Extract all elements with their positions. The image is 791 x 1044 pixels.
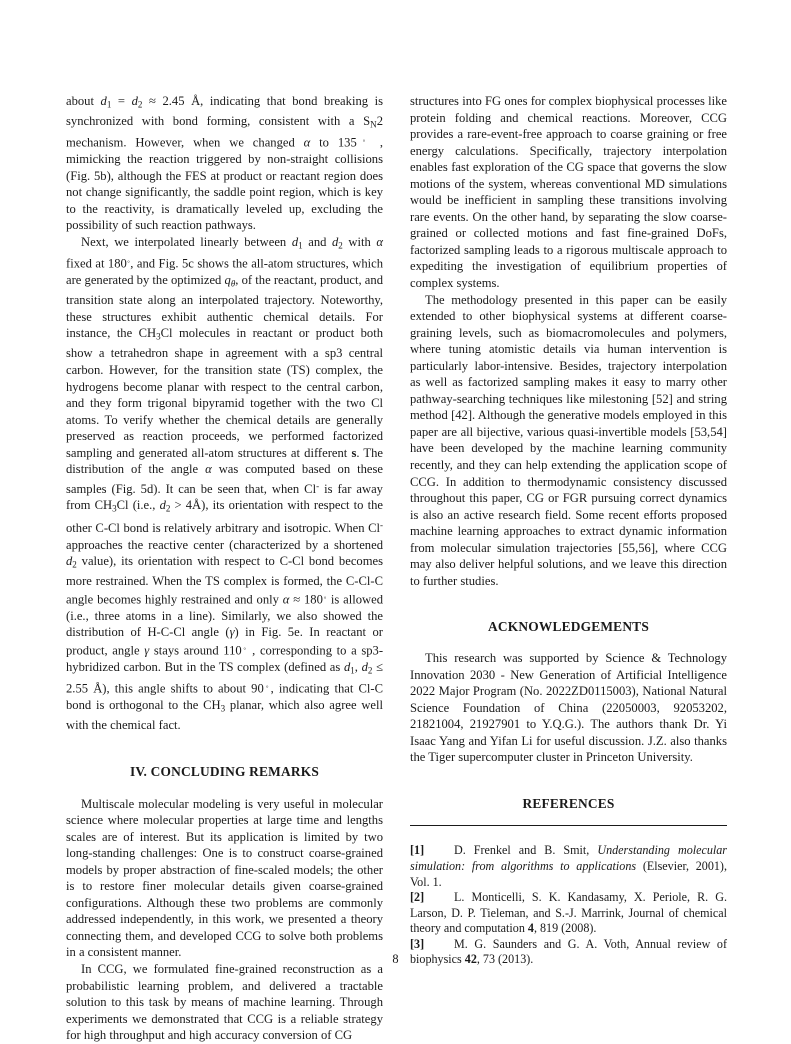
paragraph-fg-structures: structures into FG ones for complex biophysical processes like protein folding and chemical reactions. Moreover, CCG provides a rare-event-free approach to coarse graining or free energy calculations. Specifically, trajectory interpolation enables fast exploration of the CG space that governs the slow motions of the system, whereas conventional MD simulations would be inefficient in sampling these transitions involving rare events. On the other hand, by separating the slow coarse-grained or collected motions and fast fine-grained DoFs, factorized sampling leads to a rigorous multiscale approach to expediting the investigation of equilibrium properties of complex systems.	[410, 94, 727, 291]
section-heading-acknowledgements: ACKNOWLEDGEMENTS	[488, 619, 649, 635]
reference-suffix: , 819 (2008).	[533, 921, 597, 936]
reference-number: [2]	[410, 890, 425, 905]
reference-volume: 4	[527, 921, 534, 936]
spacer-before-section-heading	[66, 734, 383, 764]
spacer-after-acknowledgements	[410, 636, 727, 650]
page-number: 8	[392, 952, 399, 966]
reference-authors: D. Frenkel and B. Smit,	[454, 843, 598, 858]
reference-volume: 42	[464, 952, 477, 967]
reference-suffix: (Elsevier, 2001), Vol. 1.	[410, 858, 727, 889]
paragraph-ccg: In CCG, we formulated fine-grained reconstruction as a probabilistic learning problem, and delivered a tractable solution to this task by means of machine learning. Through experiments we demonstrated that CCG is a reliable strategy for high throughput and high accuracy conversion of CG	[66, 961, 383, 1043]
reference-item	[410, 890, 727, 937]
reference-authors: L. Monticelli, S. K. Kandasamy, X. Periole, R. G. Larson, D. P. Tieleman, and S.-J. Marrink, Journal of chemical theory and computation	[410, 890, 727, 936]
reference-item	[410, 843, 727, 890]
reference-authors: M. G. Saunders and G. A. Voth, Annual review of biophysics	[410, 936, 727, 967]
spacer-after-divider	[410, 826, 727, 843]
reference-number: [3]	[410, 936, 425, 951]
paragraph-alpha135: about $d_1 = d_2 \approx 2.45$ Å, indicating that bond breaking is synchronized with bond forming, consistent with a $S_N2$ mechanism. However, when we changed α to 135◦ , mimicking the reaction triggered by non-straight collisions (Fig. 5b), although the FES at product or reactant region does not change significantly, the saddle point region, which is key to the reactivity, is dramatically leveled up, excluding the possibility of such reaction pathways.	[66, 94, 384, 233]
spacer-after-section-heading	[66, 781, 383, 796]
paragraph-multiscale: Multiscale molecular modeling is very useful in molecular science where molecular properties at large time and lengths scales are of interest. But its application is limited by two long-standing challenges: One is to construct coarse-grained models by proper abstraction of fine-scaled models; the other is to restore finer molecular details given coarse-grained configurations. Although these two problems are commonly addressed independently, in this work, we presented a theory connecting them, and developed CCG to solve both problems in a consistent manner.	[66, 796, 383, 960]
spacer-before-acknowledgements	[410, 589, 727, 619]
spacer-before-references	[410, 766, 727, 796]
right-column	[410, 93, 728, 967]
two-column-body	[66, 93, 728, 1043]
paragraph-methodology: The methodology presented in this paper can be easily extended to other biophysical systems at different coarse-graining levels, such as biomacromolecules and polymers, where tuning atomistic details via human intervention is particularly labor-intensive. Besides, trajectory interpolation as well as factorized sampling makes it easy to marry other pathway-searching techniques like milestoning [52] and string method [42]. Although the generative models employed in this paper are all bijective, various quasi-invertible models [53,54] have been developed by the machine learning community recently, and they can help extending the application scope of CCG. In addition to thermodynamic consistency discussed throughout this paper, CG or FGR pursuing correct dynamics is also an active research field. Some recent efforts proposed machine learning approaches to extract dynamic information from molecular simulation trajectories [55,56], where CCG may also deliver helpful solutions, and we leave this direction to further studies.	[410, 292, 727, 588]
left-column	[66, 93, 384, 1043]
paragraph-acknowledgements: This research was supported by Science & Technology Innovation 2030 - New Generation of Artificial Intelligence 2022 Major Program (No. 2022ZD0115003), National Natural Science Foundation of China (22050003, 92053202, 21821004, 21927901 to Y.Q.G.). The authors thank Dr. Yi Isaac Yang and Yifan Li for useful discussion. J.Z. also thanks the Tiger supercomputer cluster in Princeton University.	[410, 650, 727, 765]
section-heading-references: REFERENCES	[522, 795, 615, 811]
reference-number: [1]	[410, 843, 425, 858]
paragraph-interpolation: Next, we interpolated linearly between $d_1$ and $d_2$ with α fixed at 180◦, and Fig. 5c shows the all-atom structures, which are generated by the optimized $q_\theta$, of the reactant, product, and transition state along an interpolated trajectory. Noteworthy, these structures exhibit authentic chemical details. For instance, the $CH_3Cl$ molecules in reactant or product both show a tetrahedron shape in agreement with a sp3 central carbon. However, for the transition state (TS) complex, the hydrogens become planar with respect to the central carbon, and they form trigonal bipyramid together with the two Cl atoms. To verify whether the chemical details are generally preserved as reaction proceeds, we performed factorized sampling and generated all-atom structures at different s. The distribution of the angle α was computed based on these samples (Fig. 5d). It can be seen that, when Cl- is far away from $CH_3Cl$ (i.e., $d_2$ > 4Å), its orientation with respect to the other C-Cl bond is relatively arbitrary and isotropic. When Cl- approaches the reactive center (characterized by a shortened $d_2$ value), its orientation with respect to C-Cl bond becomes more restrained. When the TS complex is formed, the C-Cl-C angle becomes highly restrained and only α ≈ 180◦ is allowed (i.e., three atoms in a line). Similarly, we also showed the distribution of H-C-Cl angle (γ) in Fig. 5e. In reactant or product, angle γ stays around 110◦ , corresponding to a sp3-hybridized carbon. But in the TS complex (defined as $d_1$, $d_2 \le 2.55$ Å), this angle shifts to about 90◦, indicating that Cl-C bond is orthogonal to the $CH_3$ planar, which also agree well with the chemical fact.	[66, 235, 384, 733]
reference-suffix: , 73 (2013).	[476, 952, 534, 967]
reference-title: Understanding molecular simulation: from algorithms to applications	[410, 843, 728, 873]
section-heading-concluding-remarks: IV. CONCLUDING REMARKS	[129, 763, 320, 779]
